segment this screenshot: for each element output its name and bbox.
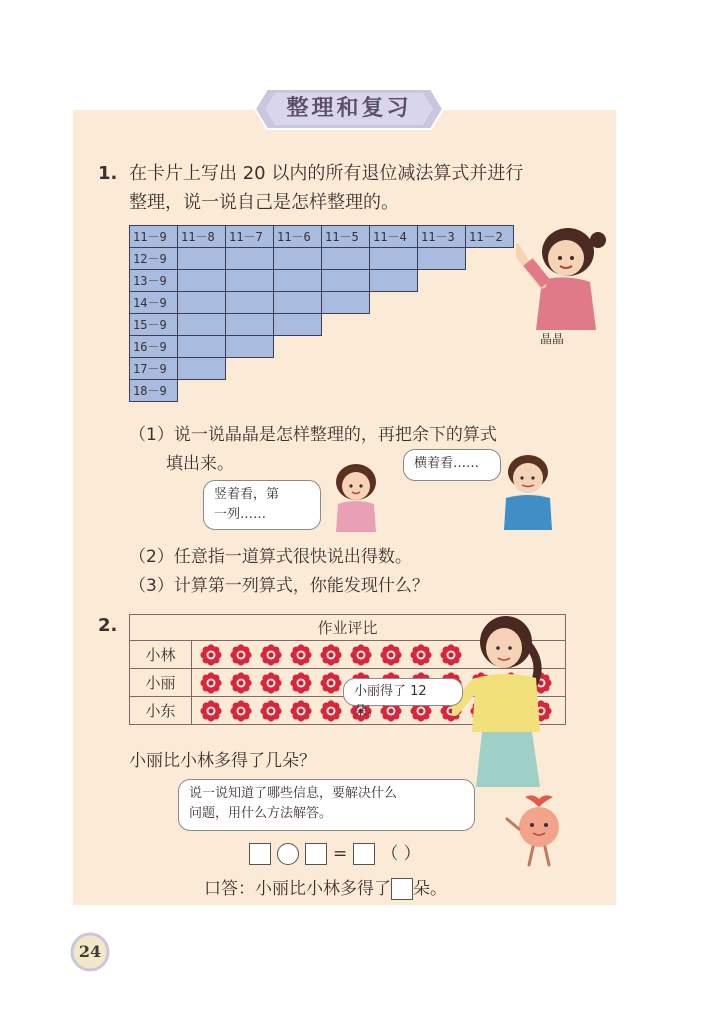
grid-card: 11－3 <box>418 226 466 248</box>
grid-card: 11－6 <box>274 226 322 248</box>
grid-empty-card[interactable] <box>418 248 466 270</box>
grid-empty-card[interactable] <box>370 270 418 292</box>
grid-empty-card[interactable] <box>178 248 226 270</box>
grid-empty-card[interactable] <box>178 314 226 336</box>
q1-sub1-line1: （1）说一说晶晶是怎样整理的，再把余下的算式 <box>129 425 497 445</box>
row-name-xiaoli: 小丽 <box>130 669 192 697</box>
grid-card: 17－9 <box>130 358 178 380</box>
teacher-illustration <box>452 612 562 787</box>
grid-row <box>130 292 514 314</box>
q1-number: 1. <box>98 163 118 184</box>
grid-blank <box>322 336 370 358</box>
horizontal-speech-bubble <box>403 449 501 481</box>
grid-empty-card[interactable] <box>178 336 226 358</box>
grid-card: 14－9 <box>130 292 178 314</box>
grid-card: 11－4 <box>370 226 418 248</box>
grid-card: 13－9 <box>130 270 178 292</box>
flower-icon <box>410 644 432 666</box>
flower-icon <box>320 672 342 694</box>
grid-card: 12－9 <box>130 248 178 270</box>
hint-speech-bubble <box>178 779 475 831</box>
grid-blank <box>370 336 418 358</box>
grid-empty-card[interactable] <box>178 358 226 380</box>
q1-sub1-line2: 填出来。 <box>166 454 234 474</box>
grid-blank <box>466 358 514 380</box>
flower-icon <box>320 644 342 666</box>
grid-blank <box>178 380 226 402</box>
flower-icon <box>260 672 282 694</box>
q1-text-line2: 整理，说一说自己是怎样整理的。 <box>129 192 399 213</box>
grid-empty-card[interactable] <box>274 248 322 270</box>
grid-blank <box>418 358 466 380</box>
vertical-bubble-line1: 竖着看，第 <box>214 487 280 502</box>
grid-empty-card[interactable] <box>226 270 274 292</box>
grid-blank <box>226 380 274 402</box>
grid-blank <box>370 358 418 380</box>
grid-empty-card[interactable] <box>226 336 274 358</box>
page-number: 24 <box>78 942 102 961</box>
equation-unit-paren: （ ） <box>381 844 421 864</box>
grid-card: 11－7 <box>226 226 274 248</box>
grid-card: 16－9 <box>130 336 178 358</box>
vertical-bubble-line2: 一列…… <box>214 507 267 522</box>
flower-icon <box>200 700 222 722</box>
flower-icon <box>200 644 222 666</box>
grid-card: 11－5 <box>322 226 370 248</box>
flower-icon <box>260 700 282 722</box>
jingjing-caption: 晶晶 <box>540 332 565 346</box>
grid-blank <box>274 336 322 358</box>
title-banner <box>255 86 443 132</box>
equation-box-2[interactable] <box>305 843 327 865</box>
flower-icon <box>290 700 312 722</box>
grid-row <box>130 314 514 336</box>
q2-question: 小丽比小林多得了几朵？ <box>129 751 316 771</box>
grid-blank <box>466 248 514 270</box>
grid-row <box>130 358 514 380</box>
q2-number: 2. <box>98 615 118 636</box>
grid-blank <box>466 270 514 292</box>
grid-row <box>130 248 514 270</box>
grid-blank <box>418 314 466 336</box>
vertical-speech-bubble <box>203 480 321 530</box>
grid-blank <box>418 380 466 402</box>
row-name-xiaolin: 小林 <box>130 641 192 669</box>
grid-blank <box>226 358 274 380</box>
rating-table-title: 作业评比 <box>130 615 566 641</box>
grid-blank <box>274 380 322 402</box>
grid-blank <box>370 380 418 402</box>
grid-card: 15－9 <box>130 314 178 336</box>
grid-blank <box>370 314 418 336</box>
equation-equals: = <box>333 844 348 864</box>
flower-icon <box>380 644 402 666</box>
grid-card: 11－9 <box>130 226 178 248</box>
grid-empty-card[interactable] <box>322 292 370 314</box>
equation-box-1[interactable] <box>249 843 271 865</box>
grid-blank <box>418 270 466 292</box>
q1-sub2: （2）任意指一道算式很快说出得数。 <box>129 547 412 567</box>
girl-thinking-illustration <box>330 462 382 532</box>
grid-empty-card[interactable] <box>226 248 274 270</box>
grid-empty-card[interactable] <box>226 314 274 336</box>
boy-illustration <box>500 452 556 530</box>
grid-blank <box>418 292 466 314</box>
grid-empty-card[interactable] <box>370 248 418 270</box>
flower-icon <box>200 672 222 694</box>
grid-blank <box>274 358 322 380</box>
grid-blank <box>466 336 514 358</box>
grid-empty-card[interactable] <box>178 270 226 292</box>
grid-row <box>130 270 514 292</box>
grid-row <box>130 380 514 402</box>
grid-empty-card[interactable] <box>274 270 322 292</box>
equation-row <box>246 840 424 868</box>
girl-jingjing-illustration <box>516 218 608 330</box>
flower-icon <box>350 644 372 666</box>
answer-prefix: 口答：小丽比小林多得了 <box>204 879 391 899</box>
grid-empty-card[interactable] <box>226 292 274 314</box>
grid-empty-card[interactable] <box>178 292 226 314</box>
answer-box[interactable] <box>391 878 413 900</box>
hint-line1: 说一说知道了哪些信息，要解决什么 <box>189 786 398 801</box>
flower-icon <box>320 700 342 722</box>
flower-icon <box>230 644 252 666</box>
grid-blank <box>322 358 370 380</box>
flower-icon <box>290 672 312 694</box>
teacher-bubble-text: 小丽得了 12 朵。 <box>354 684 427 719</box>
grid-empty-card[interactable] <box>274 314 322 336</box>
oral-answer-row <box>204 875 447 903</box>
grid-blank <box>418 336 466 358</box>
equation-result-box[interactable] <box>353 843 375 865</box>
grid-blank <box>322 380 370 402</box>
q1-text-line1: 在卡片上写出 20 以内的所有退位减法算式并进行 <box>129 163 524 184</box>
flower-icon <box>290 644 312 666</box>
flower-icon <box>230 700 252 722</box>
flower-icon <box>260 644 282 666</box>
grid-blank <box>370 292 418 314</box>
mascot-illustration <box>505 793 573 869</box>
answer-suffix: 朵。 <box>413 879 447 899</box>
grid-blank <box>466 292 514 314</box>
grid-empty-card[interactable] <box>322 248 370 270</box>
grid-card: 11－2 <box>466 226 514 248</box>
hint-line2: 问题，用什么方法解答。 <box>189 806 333 821</box>
row-name-xiaodong: 小东 <box>130 697 192 725</box>
grid-empty-card[interactable] <box>274 292 322 314</box>
grid-row <box>130 336 514 358</box>
teacher-speech-bubble <box>343 678 463 719</box>
horizontal-bubble-text: 横着看…… <box>414 456 480 471</box>
page-title: 整理和复习 <box>286 96 412 121</box>
grid-card: 18－9 <box>130 380 178 402</box>
flower-icon <box>230 672 252 694</box>
subtraction-grid <box>129 225 514 402</box>
grid-row <box>130 226 514 248</box>
grid-empty-card[interactable] <box>322 270 370 292</box>
grid-card: 11－8 <box>178 226 226 248</box>
grid-blank <box>322 314 370 336</box>
q1-sub3: （3）计算第一列算式，你能发现什么？ <box>129 576 429 596</box>
grid-blank <box>466 314 514 336</box>
grid-blank <box>466 380 514 402</box>
equation-operator-circle[interactable] <box>277 843 299 865</box>
